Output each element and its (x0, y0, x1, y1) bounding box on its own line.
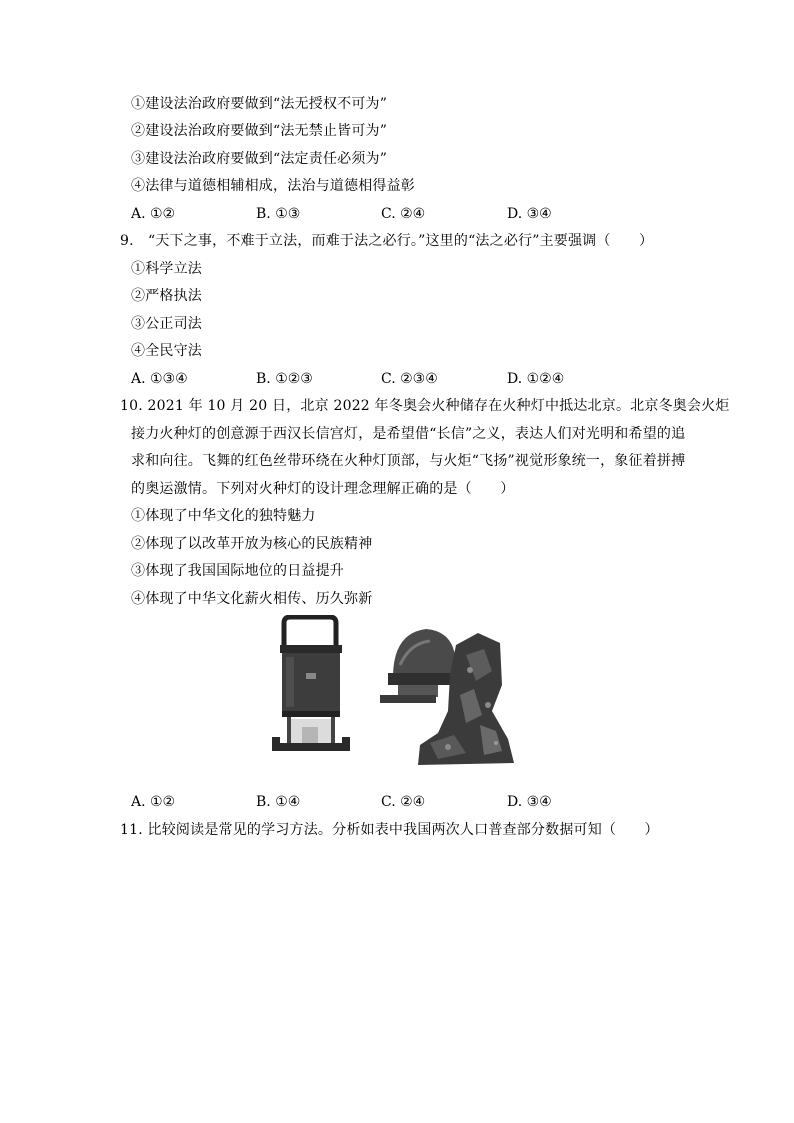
q8-options (131, 204, 651, 224)
q9-option-d[interactable]: D. ①②④ (507, 371, 565, 387)
q10-item-3: ③体现了我国国际地位的日益提升 (131, 563, 344, 579)
q10-option-d[interactable]: D. ③④ (507, 794, 552, 810)
torch-lamps-illustration (270, 615, 532, 775)
q8-item-4: ④法律与道德相辅相成，法治与道德相得益彰 (131, 178, 415, 194)
q9-item-1: ①科学立法 (131, 261, 202, 277)
q10-options (131, 792, 651, 812)
q10-option-a[interactable]: A. ①② (131, 794, 176, 810)
q9-option-c[interactable]: C. ②③④ (381, 371, 438, 387)
q8-option-d[interactable]: D. ③④ (507, 206, 552, 222)
q10-figure (270, 615, 532, 775)
q8-option-b[interactable]: B. ①③ (256, 206, 301, 222)
q10-stem-line-1: 10. 2021 年 10 月 20 日，北京 2022 年冬奥会火种储存在火种灯中抵达北京。北京冬奥会火炬 (120, 398, 730, 414)
q9-item-3: ③公正司法 (131, 316, 202, 332)
q9-stem: 9. “天下之事，不难于立法，而难于法之必行。”这里的“法之必行”主要强调（ ） (120, 233, 654, 249)
q9-options (131, 369, 651, 389)
changxin-palace-lamp-icon (380, 629, 514, 765)
q8-item-1: ①建设法治政府要做到“法无授权不可为” (131, 96, 388, 112)
q9-option-b[interactable]: B. ①②③ (256, 371, 313, 387)
q8-option-a[interactable]: A. ①② (131, 206, 176, 222)
q10-stem-line-3: 求和向往。飞舞的红色丝带环绕在火种灯顶部，与火炬“飞扬”视觉形象统一，象征着拼搏 (131, 453, 686, 469)
q10-item-2: ②体现了以改革开放为核心的民族精神 (131, 536, 373, 552)
q10-option-c[interactable]: C. ②④ (381, 794, 426, 810)
q9-item-2: ②严格执法 (131, 288, 202, 304)
q11-stem: 11. 比较阅读是常见的学习方法。分析如表中我国两次人口普查部分数据可知（ ） (120, 822, 659, 838)
q10-item-4: ④体现了中华文化薪火相传、历久弥新 (131, 591, 373, 607)
q10-stem-line-4: 的奥运激情。下列对火种灯的设计理念理解正确的是（ ） (131, 481, 515, 497)
q8-item-3: ③建设法治政府要做到“法定责任必须为” (131, 151, 388, 167)
torch-lantern-icon (272, 617, 350, 751)
q9-item-4: ④全民守法 (131, 343, 202, 359)
q8-item-2: ②建设法治政府要做到“法无禁止皆可为” (131, 123, 388, 139)
q10-option-b[interactable]: B. ①④ (256, 794, 301, 810)
q10-item-1: ①体现了中华文化的独特魅力 (131, 508, 316, 524)
q8-option-c[interactable]: C. ②④ (381, 206, 426, 222)
q9-option-a[interactable]: A. ①③④ (131, 371, 188, 387)
q10-stem-line-2: 接力火种灯的创意源于西汉长信宫灯，是希望借“长信”之义，表达人们对光明和希望的追 (131, 426, 686, 442)
